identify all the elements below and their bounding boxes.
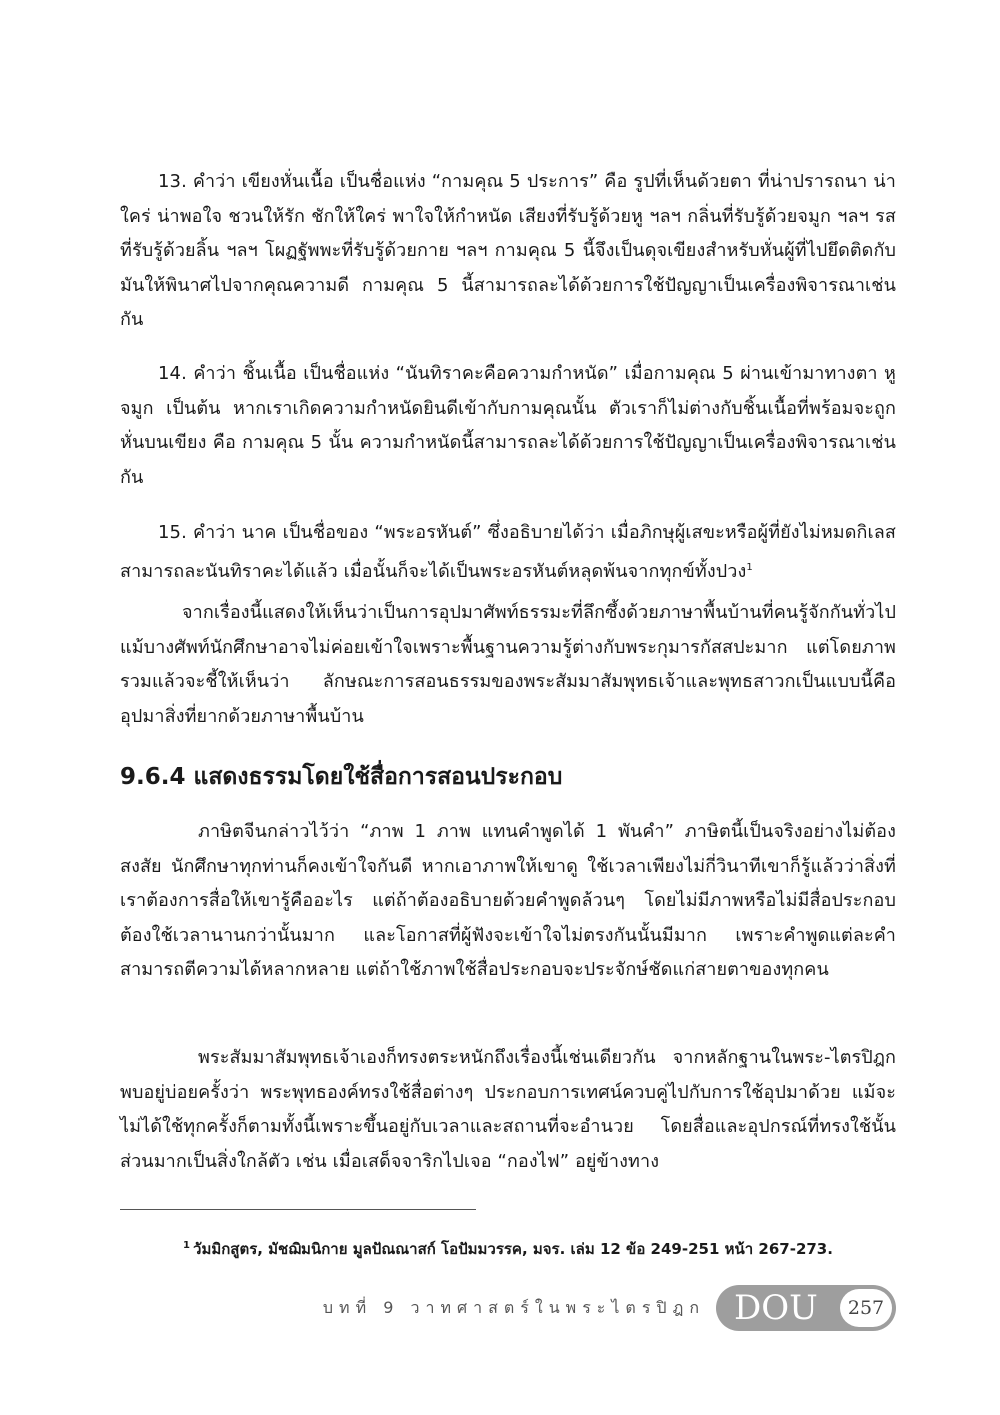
paragraph-13: 13. คำว่า เขียงหั่นเนื้อ เป็นชื่อแห่ง “กามคุณ 5 ประการ” คือ รูปที่เห็นด้วยตา ที่น่าปรารถนา น่าใคร่ น่าพอใจ ชวนให้รัก ชักให้ใคร่ พาใจให้กำหนัด เสียงที่รับรู้ด้วยหู ฯลฯ กลิ่นที่รับรู้ด้วยจมูก ฯลฯ รสที่รับรู้ด้วยลิ้น ฯลฯ โผฏฐัพพะที่รับรู้ด้วยกาย ฯลฯ กามคุณ 5 นี้จึงเป็นดุจเขียงสำหรับหั่นผู้ที่ไปยึดติดกับมันให้พินาศไปจากคุณความดี กามคุณ 5 นี้สามารถละได้ด้วยการใช้ปัญญาเป็นเครื่องพิจารณาเช่นกัน [120,171,896,330]
paragraph-buddha-media: พระสัมมาสัมพุทธเจ้าเองก็ทรงตระหนักถึงเรื่องนี้เช่นเดียวกัน จากหลักฐานในพระ-ไตรปิฎกพบอยู่บ่อยครั้งว่า พระพุทธองค์ทรงใช้สื่อต่างๆ ประกอบการเทศน์ควบคู่ไปกับการใช้อุปมาด้วย แม้จะไม่ได้ใช้ทุกครั้งก็ตามทั้งนี้เพราะขึ้นอยู่กับเวลาและสถานที่จะอำนวย โดยสื่อและอุปกรณ์ที่ทรงใช้นั้นส่วนมากเป็นสิ่งใกล้ตัว เช่น เมื่อเสด็จจาริกไปเจอ “กองไฟ” อยู่ข้างทาง [120,1047,896,1172]
dou-badge [716,1285,896,1331]
footnote-divider [120,1209,476,1210]
footnote-marker: 1 [183,1240,191,1251]
paragraph-15 [120,516,896,589]
paragraph-15-text: 15. คำว่า นาค เป็นชื่อของ “พระอรหันต์” ซึ่งอธิบายได้ว่า เมื่อภิกษุผู้เสขะหรือผู้ที่ยังไม่หมดกิเลส สามารถละนันทิราคะได้แล้ว เมื่อนั้นก็จะได้เป็นพระอรหันต์หลุดพ้นจากทุกข์ทั้งปวง [120,522,896,582]
footnote [120,1234,896,1261]
page-number: 257 [840,1289,892,1327]
paragraph-proverb: ภาษิตจีนกล่าวไว้ว่า “ภาพ 1 ภาพ แทนคำพูดได้ 1 พันคำ” ภาษิตนี้เป็นจริงอย่างไม่ต้องสงสัย นักศึกษาทุกท่านก็คงเข้าใจกันดี หากเอาภาพให้เขาดู ใช้เวลาเพียงไม่กี่วินาทีเขาก็รู้แล้วว่าสิ่งที่เราต้องการสื่อให้เขารู้คืออะไร แต่ถ้าต้องอธิบายด้วยคำพูดล้วนๆ โดยไม่มีภาพหรือไม่มีสื่อประกอบต้องใช้เวลานานกว่านั้นมาก และโอกาสที่ผู้ฟังจะเข้าใจไม่ตรงกันนั้นมีมาก เพราะคำพูดแต่ละคำสามารถตีความได้หลากหลาย แต่ถ้าใช้ภาพใช้สื่อประกอบจะประจักษ์ชัดแก่สายตาของทุกคน [120,821,896,980]
paragraph-14: 14. คำว่า ชิ้นเนื้อ เป็นชื่อแห่ง “นันทิราคะคือความกำหนัด” เมื่อกามคุณ 5 ผ่านเข้ามาทางตา หู จมูก เป็นต้น หากเราเกิดความกำหนัดยินดีเข้ากับกามคุณนั้น ตัวเราก็ไม่ต่างกับชิ้นเนื้อที่พร้อมจะถูกหั่นบนเขียง คือ กามคุณ 5 นั้น ความกำหนัดนี้สามารถละได้ด้วยการใช้ปัญญาเป็นเครื่องพิจารณาเช่นกัน [120,363,896,488]
footnote-text: วัมมิกสูตร, มัชฌิมนิกาย มูลปัณณาสก์ โอปัมมวรรค, มจร. เล่ม 12 ข้อ 249-251 หน้า 267-273. [193,1240,833,1258]
running-title: บทที่ 9 วาทศาสตร์ในพระไตรปิฎก [322,1298,705,1317]
dou-logo-text: DOU [734,1288,818,1328]
footnote-ref: 1 [746,561,753,573]
section-heading: 9.6.4 แสดงธรรมโดยใช้สื่อการสอนประกอบ [120,764,563,790]
paragraph-summary: จากเรื่องนี้แสดงให้เห็นว่าเป็นการอุปมาศัพท์ธรรมะที่ลึกซึ้งด้วยภาษาพื้นบ้านที่คนรู้จักกันทั่วไปแม้บางศัพท์นักศึกษาอาจไม่ค่อยเข้าใจเพราะพื้นฐานความรู้ต่างกับพระกุมารกัสสปะมาก แต่โดยภาพรวมแล้วจะชี้ให้เห็นว่า ลักษณะการสอนธรรมของพระสัมมาสัมพุทธเจ้าและพุทธสาวกเป็นแบบนี้คือ อุปมาสิ่งที่ยากด้วยภาษาพื้นบ้าน [120,602,896,727]
